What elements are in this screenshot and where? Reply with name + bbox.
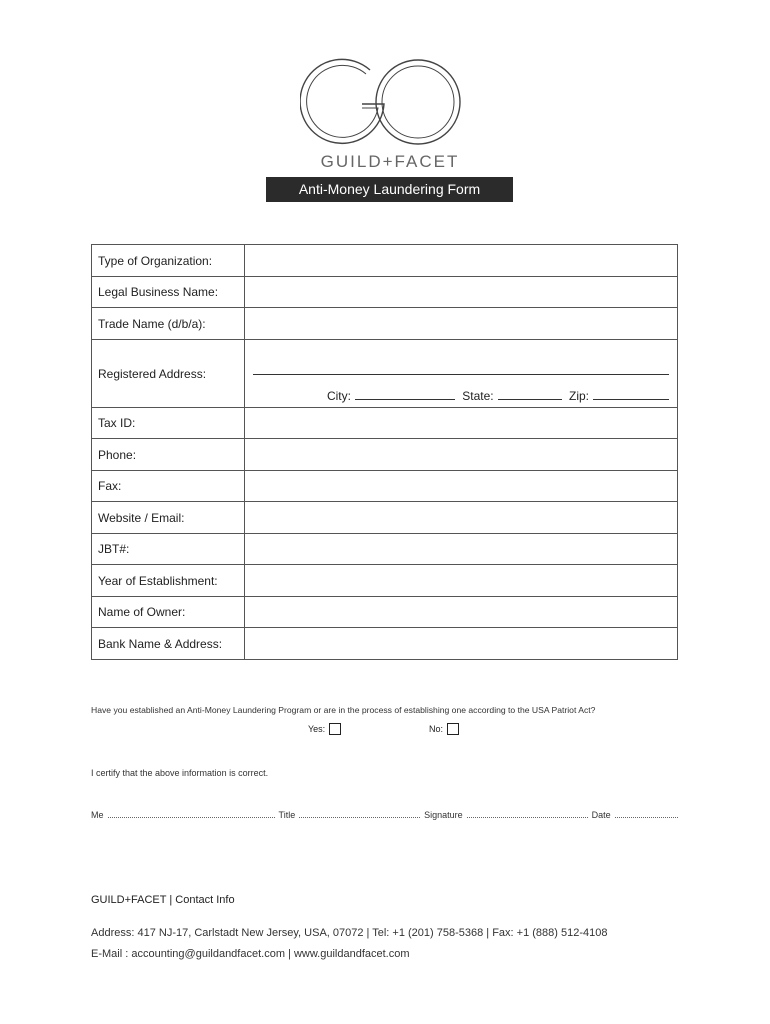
footer-email: E-Mail : accounting@guildandfacet.com | www.guildandfacet.com (91, 948, 410, 960)
field-label: JBT#: (92, 534, 245, 565)
phone-field[interactable] (245, 439, 678, 471)
field-label: Tax ID: (92, 408, 245, 439)
address-line (253, 374, 669, 375)
no-option (429, 723, 459, 735)
field-label: Bank Name & Address: (92, 628, 245, 660)
form-row (92, 245, 678, 277)
title-blank[interactable] (299, 809, 420, 818)
footer-heading: GUILD+FACET | Contact Info (91, 894, 235, 906)
state-blank[interactable] (498, 388, 562, 400)
signature-blank[interactable] (467, 809, 588, 818)
tax-id-field[interactable] (245, 408, 678, 439)
form-row (92, 308, 678, 340)
application-form (91, 244, 678, 660)
form-row (92, 597, 678, 628)
form-row (92, 340, 678, 408)
field-label: Registered Address: (92, 340, 245, 408)
form-row (92, 628, 678, 660)
brand-wordmark: GUILD+FACET (320, 152, 460, 171)
field-label: Type of Organization: (92, 245, 245, 277)
zip-blank[interactable] (593, 388, 669, 400)
registered-address-field[interactable] (245, 340, 678, 408)
jbt-field[interactable] (245, 534, 678, 565)
form-row (92, 502, 678, 534)
trade-name-field[interactable] (245, 308, 678, 340)
owner-name-field[interactable] (245, 597, 678, 628)
form-row (92, 277, 678, 308)
me-blank[interactable] (108, 809, 275, 818)
field-label: Phone: (92, 439, 245, 471)
form-row (92, 408, 678, 439)
form-row (92, 534, 678, 565)
zip-label: Zip: (568, 389, 589, 403)
website-email-field[interactable] (245, 502, 678, 534)
form-row (92, 471, 678, 502)
address-details (327, 388, 669, 403)
signature-line (91, 809, 678, 820)
field-label: Trade Name (d/b/a): (92, 308, 245, 340)
form-row (92, 565, 678, 597)
year-established-field[interactable] (245, 565, 678, 597)
legal-business-name-field[interactable] (245, 277, 678, 308)
yes-option (308, 723, 341, 735)
field-label: Year of Establishment: (92, 565, 245, 597)
fax-field[interactable] (245, 471, 678, 502)
no-checkbox[interactable] (447, 723, 459, 735)
yes-checkbox[interactable] (329, 723, 341, 735)
certification-statement: I certify that the above information is correct. (91, 768, 269, 778)
bank-name-address-field[interactable] (245, 628, 678, 660)
title-label: Title (278, 810, 296, 820)
footer-address: Address: 417 NJ-17, Carlstadt New Jersey, USA, 07072 | Tel: +1 (201) 758-5368 | Fax: +1 (888) 512-4108 (91, 927, 608, 939)
organization-type-field[interactable] (245, 245, 678, 277)
state-label: State: (462, 389, 494, 403)
city-blank[interactable] (355, 388, 455, 400)
date-blank[interactable] (615, 809, 678, 818)
form-title: Anti-Money Laundering Form (266, 177, 513, 202)
no-label: No: (429, 724, 444, 734)
city-label: City: (326, 389, 351, 403)
signature-label: Signature (424, 810, 463, 820)
aml-program-question: Have you established an Anti-Money Laundering Program or are in the process of establishing one according to the USA Patriot Act? (91, 705, 596, 715)
me-label: Me (91, 810, 104, 820)
date-label: Date (591, 810, 611, 820)
field-label: Legal Business Name: (92, 277, 245, 308)
field-label: Fax: (92, 471, 245, 502)
yes-label: Yes: (308, 724, 326, 734)
field-label: Name of Owner: (92, 597, 245, 628)
field-label: Website / Email: (92, 502, 245, 534)
form-row (92, 439, 678, 471)
